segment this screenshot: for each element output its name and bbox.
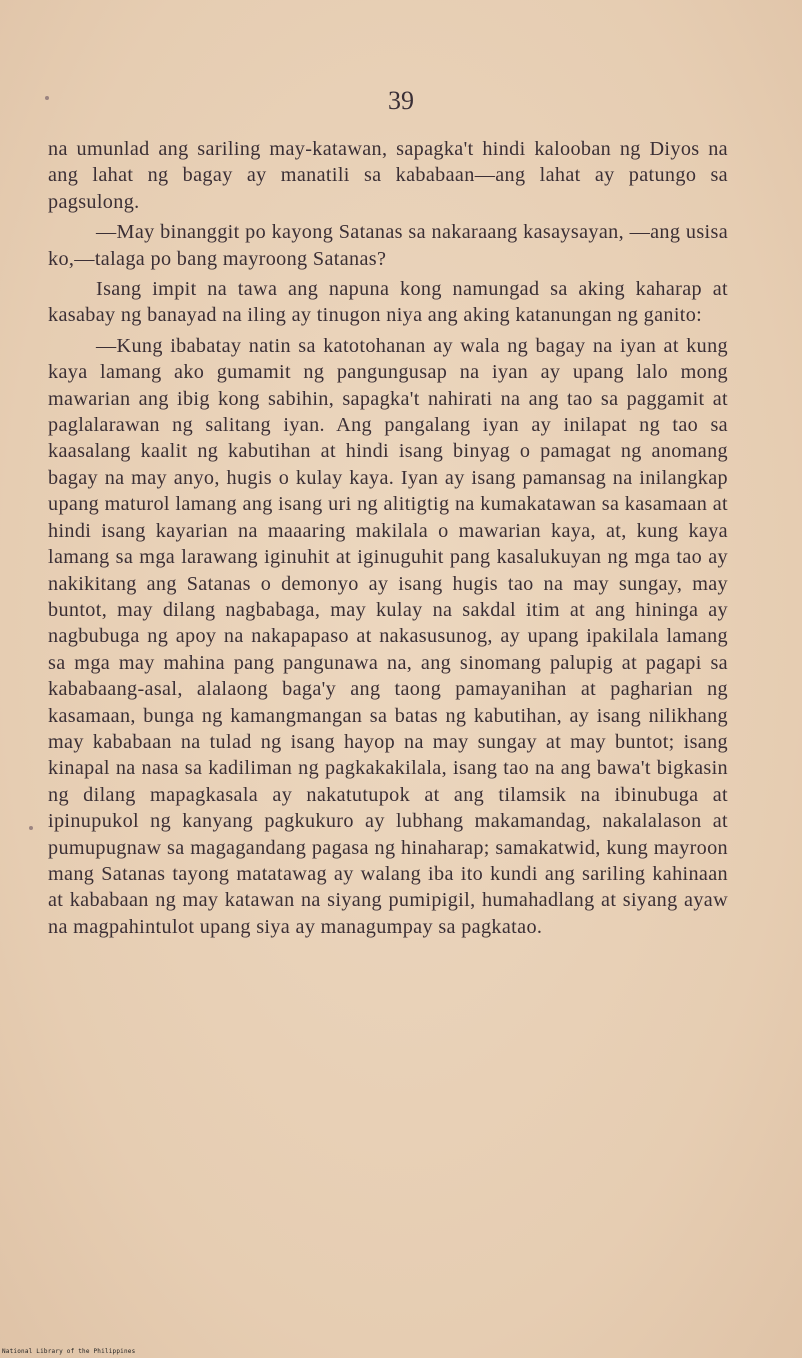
paragraph-narration: Isang impit na tawa ang napuna kong namungad sa aking kaharap at kasabay ng banayad na iling ay tinugon niya ang aking katanungan ng ganito: <box>48 278 728 327</box>
ink-speck <box>29 826 33 830</box>
body-text <box>48 136 728 940</box>
paragraph-continuation: na umunlad ang sariling may-katawan, sapagka't hindi kalooban ng Diyos na ang lahat ng bagay ay manatili sa kababaan—ang lahat ay patungo sa pagsulong. <box>48 138 728 213</box>
paragraph-answer: —Kung ibabatay natin sa katotohanan ay wala ng bagay na iyan at kung kaya lamang ako gumamit ng pangungusap na iyan ay upang lalo mong mawarian ang ibig kong sabihin, sapagka't nahirati na ang tao sa paggamit at paglalarawan ng salitang iyan. Ang pangalang iyan ay inilapat ng tao sa kaasalang kaalit ng kabutihan at hindi isang binyag o pamagat ng anomang bagay na may anyo, hugis o kulay kaya. Iyan ay isang pamansag na inilangkap upang maturol lamang ang isang uri ng alitigtig na kumakatawan sa kasamaan at hindi isang kayarian na maaaring makilala o mawarian kaya, at, kung kaya lamang sa mga larawang iginuhit at iginuguhit pang kasalukuyan ng mga tao ay nakikitang ang Satanas o demonyo ay isang hugis tao na may sungay, may buntot, may dilang nagbabaga, may kulay na sakdal itim at ang hininga ay nagbubuga ng apoy na nakapapaso at nakasusunog, ay upang ipakilala lamang sa mga may mahina pang pangunawa na, ang sinomang palupig at pagapi sa kababaang-asal, alalaong baga'y ang taong pamayanihan at pagharian ng kasamaan, bunga ng kamangmangan sa batas ng kabutihan, ay isang nilikhang may kababaan na tulad ng isang hayop na may sungay at may buntot; isang kinapal na nasa sa kadiliman ng pagkakakilala, isang tao na ang bawa't bigkasin ng dilang mapagkasala ay nakatutupok at ang tilamsik na ibinubuga at ipinupukol ng kanyang pagkukuro ay lubhang makamandag, nakalalason at pumupugnaw sa magagandang pagasa ng hinaharap; samakatwid, kung mayroon mang Satanas tayong matatawag ay walang iba ito kundi ang sariling kahinaan at kababaan ng may katawan na siyang pumipigil, humahadlang at siyang ayaw na magpahintulot upang siya ay managumpay sa pagkatao. <box>48 334 728 938</box>
page-number: 39 <box>388 86 414 115</box>
paragraph-question: —May binanggit po kayong Satanas sa nakaraang kasaysayan, —ang usisa ko,—talaga po bang mayroong Satanas? <box>48 221 728 270</box>
library-credit: National Library of the Philippines <box>2 1348 136 1355</box>
